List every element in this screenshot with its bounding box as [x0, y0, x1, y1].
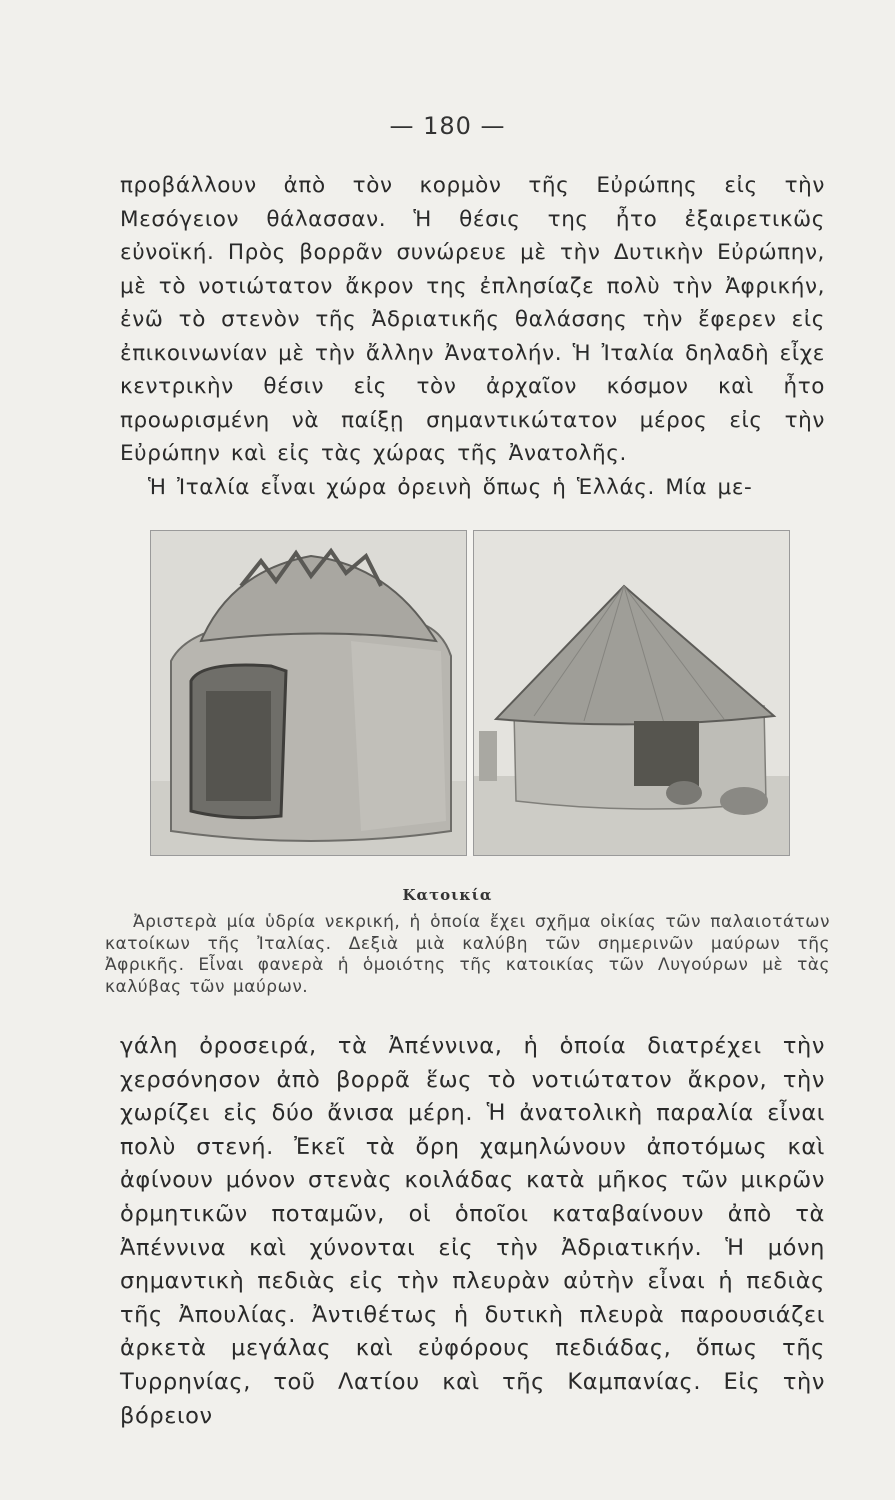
figure-caption-title: Κατοικία — [402, 886, 493, 904]
paragraph: προβάλλουν ἀπὸ τὸν κορμὸν τῆς Εὐρώπης εἰς τὴν Μεσόγειον θάλασσαν. Ἡ θέσις της ἦτο ἐξαιρετικῶς εὐνοϊκή. Πρὸς βορρᾶν συνώρευε μὲ τὴν Δυτικὴν Εὐρώπην, μὲ τὸ νοτιώτατον ἄκρον της ἐπλησίαζε πολὺ τὴν Ἀφρικήν, ἐνῶ τὸ στενὸν τῆς Ἀδριατικῆς θαλάσσης τὴν ἔφερεν εἰς ἐπικοινωνίαν μὲ τὴν ἄλλην Ἀνατολήν. Ἡ Ἰταλία δηλαδὴ εἶχε κεντρικὴν θέσιν εἰς τὸν ἀρχαῖον κόσμον καὶ ἦτο προωρισμένη νὰ παίξῃ σημαντικώτατον μέρος εἰς τὴν Εὐρώπην καὶ εἰς τὰς χώρας τῆς Ἀνατολῆς. — [120, 173, 825, 466]
figure-photos — [150, 530, 790, 856]
bottom-text-block — [120, 1030, 825, 1433]
top-text-block — [120, 169, 825, 504]
paragraph: Ἡ Ἰταλία εἶναι χώρα ὀρεινὴ ὅπως ἡ Ἑλλάς. Μία με- — [148, 474, 753, 500]
page-number: — 180 — — [389, 112, 506, 140]
african-hut-photo — [473, 530, 790, 856]
funerary-urn-photo — [150, 530, 467, 856]
figure-caption-text — [105, 912, 830, 998]
paragraph: γάλη ὀροσειρά, τὰ Ἀπέννινα, ἡ ὁποία διατρέχει τὴν χερσόνησον ἀπὸ βορρᾶ ἕως τὸ νοτιώτατον ἄκρον, τὴν χωρίζει εἰς δύο ἄνισα μέρη. Ἡ ἀνατολικὴ παραλία εἶναι πολὺ στενή. Ἐκεῖ τὰ ὄρη χαμηλώνουν ἀποτόμως καὶ ἀφίνουν μόνον στενὰς κοιλάδας κατὰ μῆκος τῶν μικρῶν ὁρμητικῶν ποταμῶν, οἱ ὁποῖοι καταβαίνουν ἀπὸ τὰ Ἀπέννινα καὶ χύνονται εἰς τὴν Ἀδριατικήν. Ἡ μόνη σημαντικὴ πεδιὰς εἰς τὴν πλευρὰν αὐτὴν εἶναι ἡ πεδιὰς τῆς Ἀπουλίας. Ἀντιθέτως ἡ δυτικὴ πλευρὰ παρουσιάζει ἀρκετὰ μεγάλας καὶ εὐφόρους πεδιάδας, ὅπως τῆς Τυρρηνίας, τοῦ Λατίου καὶ τῆς Καμπανίας. Εἰς τὴν βόρειον — [120, 1033, 825, 1429]
caption-paragraph: Ἀριστερὰ μία ὑδρία νεκρική, ἡ ὁποία ἔχει σχῆμα οἰκίας τῶν παλαιοτάτων κατοίκων τῆς Ἰταλίας. Δεξιὰ μιὰ καλύβη τῶν σημερινῶν μαύρων τῆς Ἀφρικῆς. Εἶναι φανερὰ ἡ ὁμοιότης τῆς κατοικίας τῶν Λυγούρων μὲ τὰς καλύβας τῶν μαύρων. — [105, 912, 830, 997]
